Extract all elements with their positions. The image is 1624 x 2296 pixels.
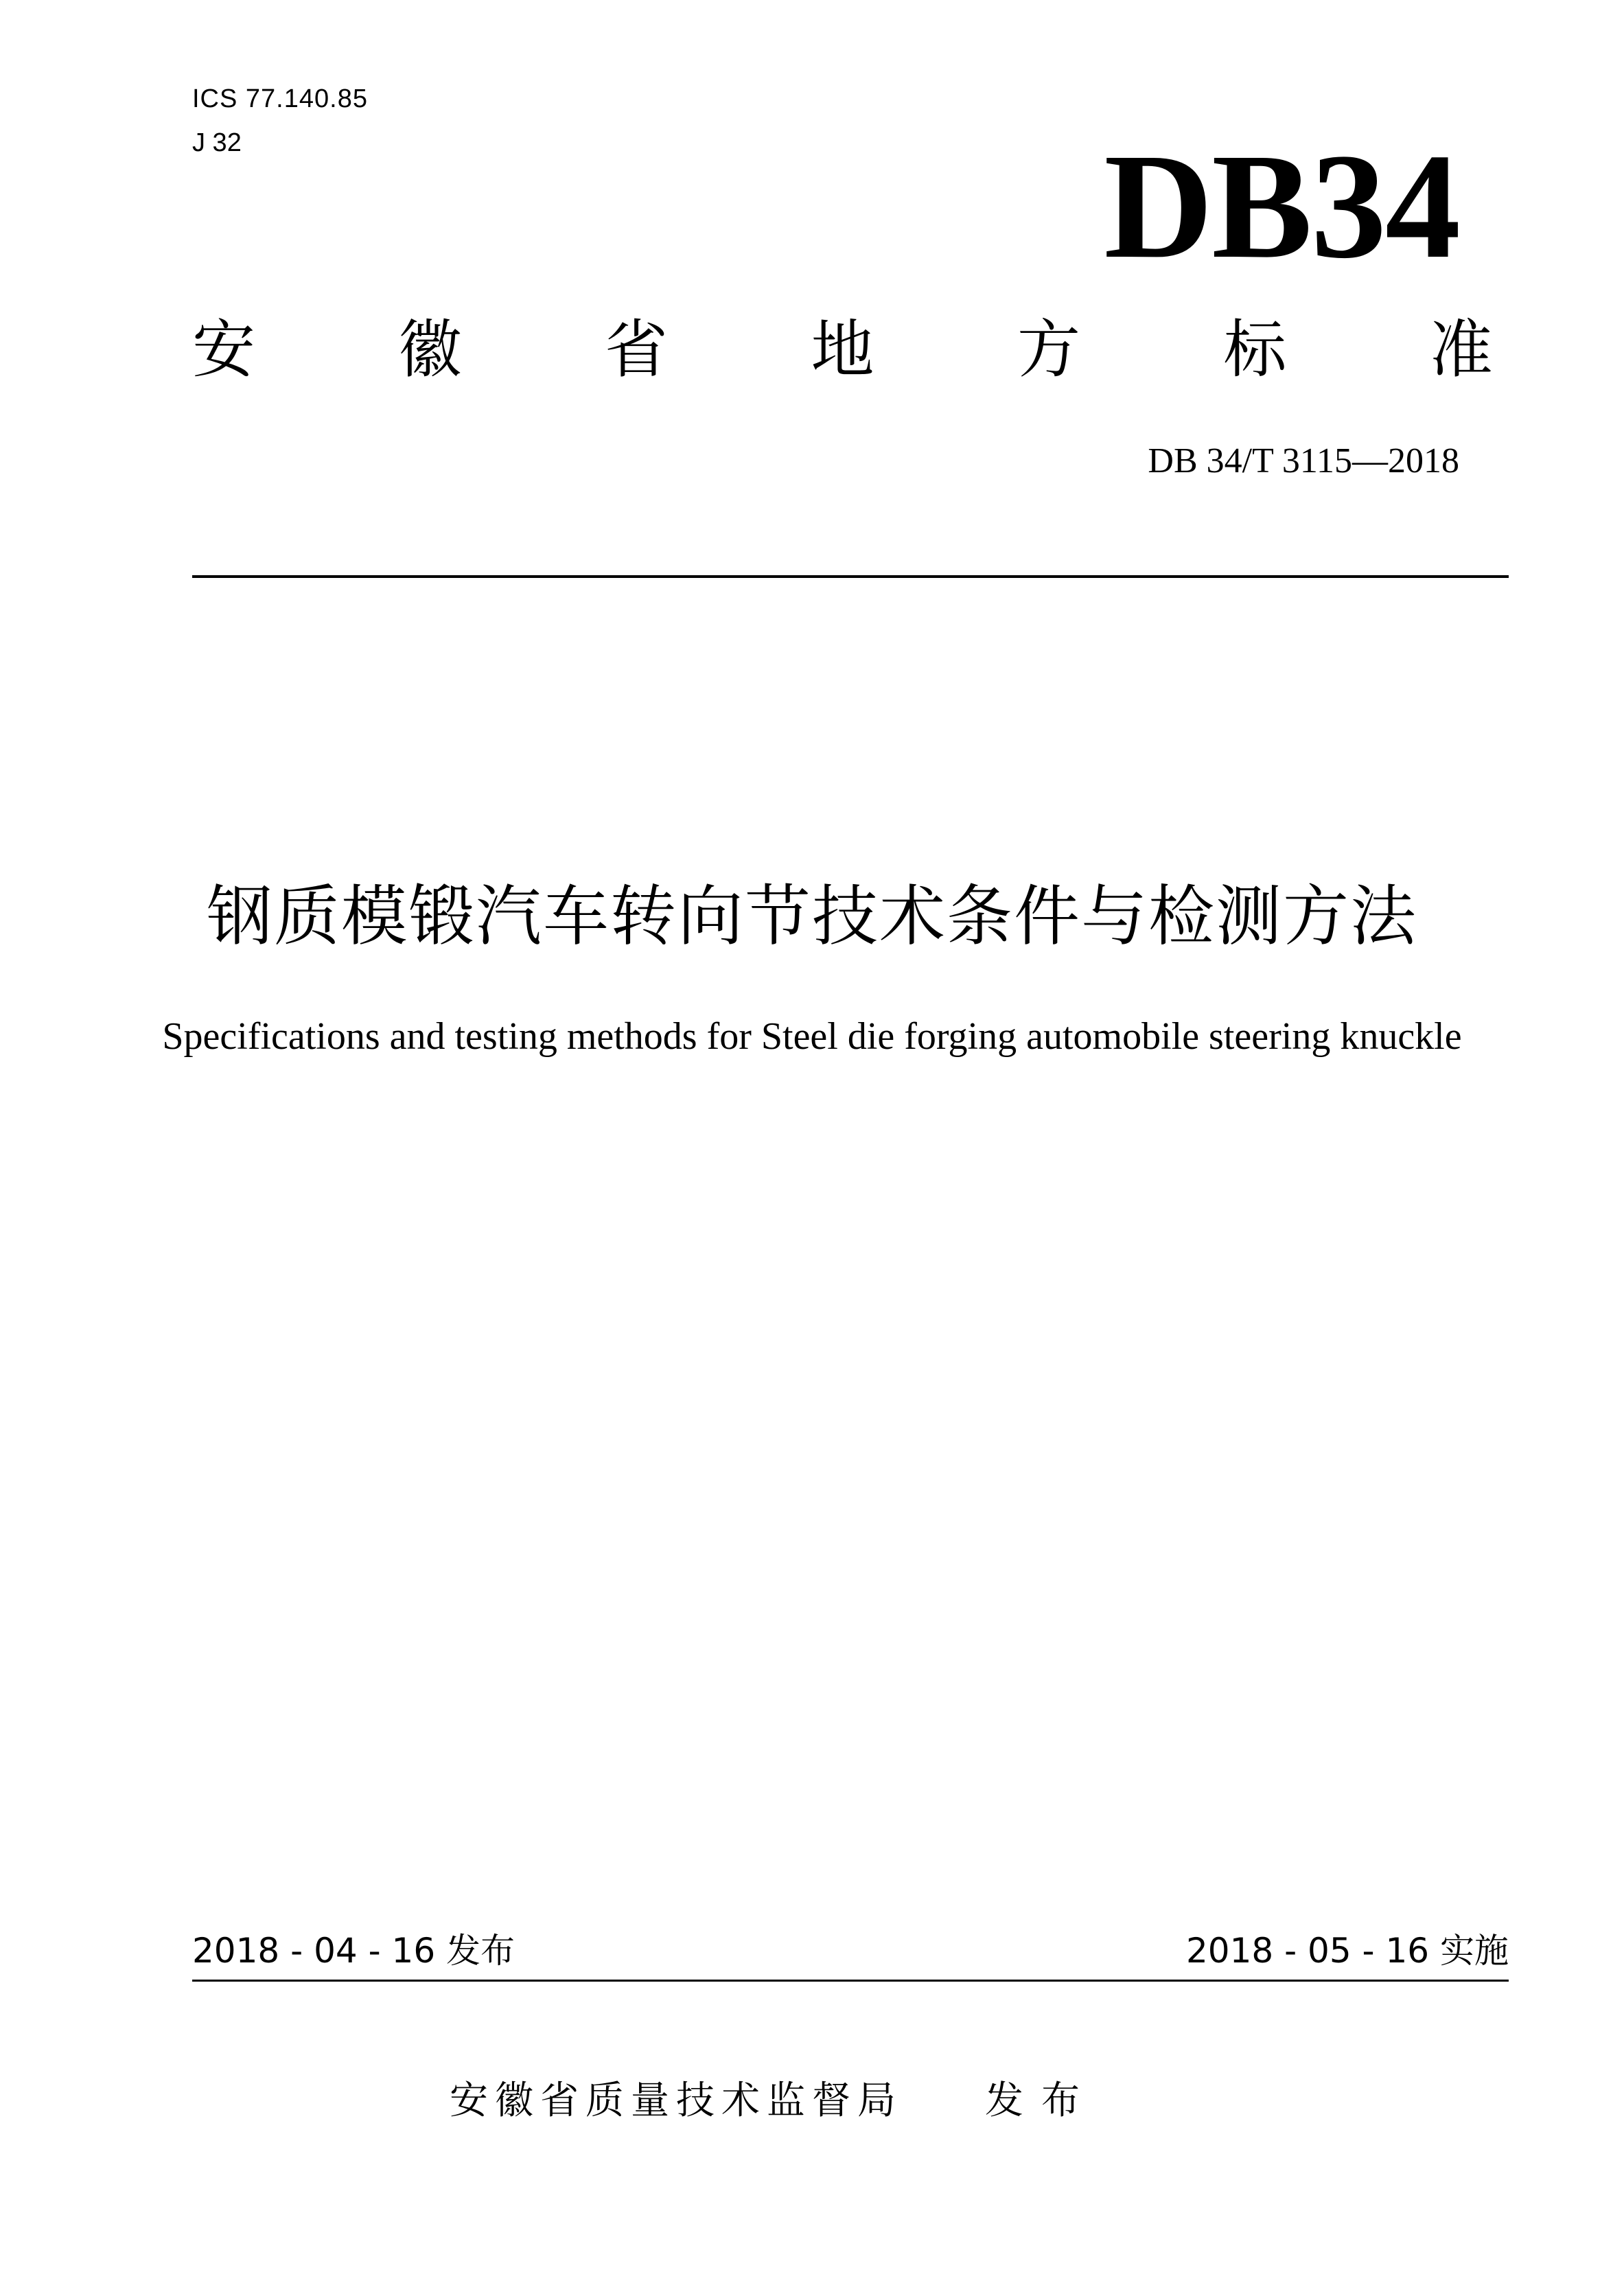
standard-type-char: 徽 bbox=[398, 313, 462, 386]
issuer-row bbox=[450, 2076, 1098, 2126]
document-title-english: Specifications and testing methods for Steel die forging automobile steering knuckle bbox=[162, 1015, 1462, 1058]
issuing-authority: 安徽省质量技术监督局 bbox=[450, 2078, 903, 2123]
standard-type-heading bbox=[192, 312, 1493, 388]
publish-date: 2018 - 04 - 16 发布 bbox=[192, 1931, 515, 1971]
date-row bbox=[192, 1929, 1509, 1973]
document-title-chinese: 钢质模锻汽车转向节技术条件与检测方法 bbox=[207, 878, 1417, 955]
header-divider bbox=[192, 575, 1509, 578]
classification-code: J 32 bbox=[192, 128, 242, 157]
standard-number: DB 34/T 3115—2018 bbox=[1148, 441, 1459, 480]
implement-date: 2018 - 05 - 16 实施 bbox=[1185, 1931, 1509, 1971]
ics-code: ICS 77.140.85 bbox=[192, 84, 368, 113]
standard-type-char: 地 bbox=[811, 313, 874, 386]
brand-code: DB34 bbox=[1104, 122, 1459, 290]
issued-label: 发布 bbox=[985, 2078, 1098, 2123]
standard-type-char: 方 bbox=[1017, 313, 1080, 386]
standard-type-char: 省 bbox=[604, 313, 668, 386]
standard-type-char: 安 bbox=[192, 313, 256, 386]
footer-divider bbox=[192, 1980, 1509, 1982]
standard-type-char: 标 bbox=[1223, 313, 1287, 386]
standard-type-char: 准 bbox=[1429, 313, 1493, 386]
